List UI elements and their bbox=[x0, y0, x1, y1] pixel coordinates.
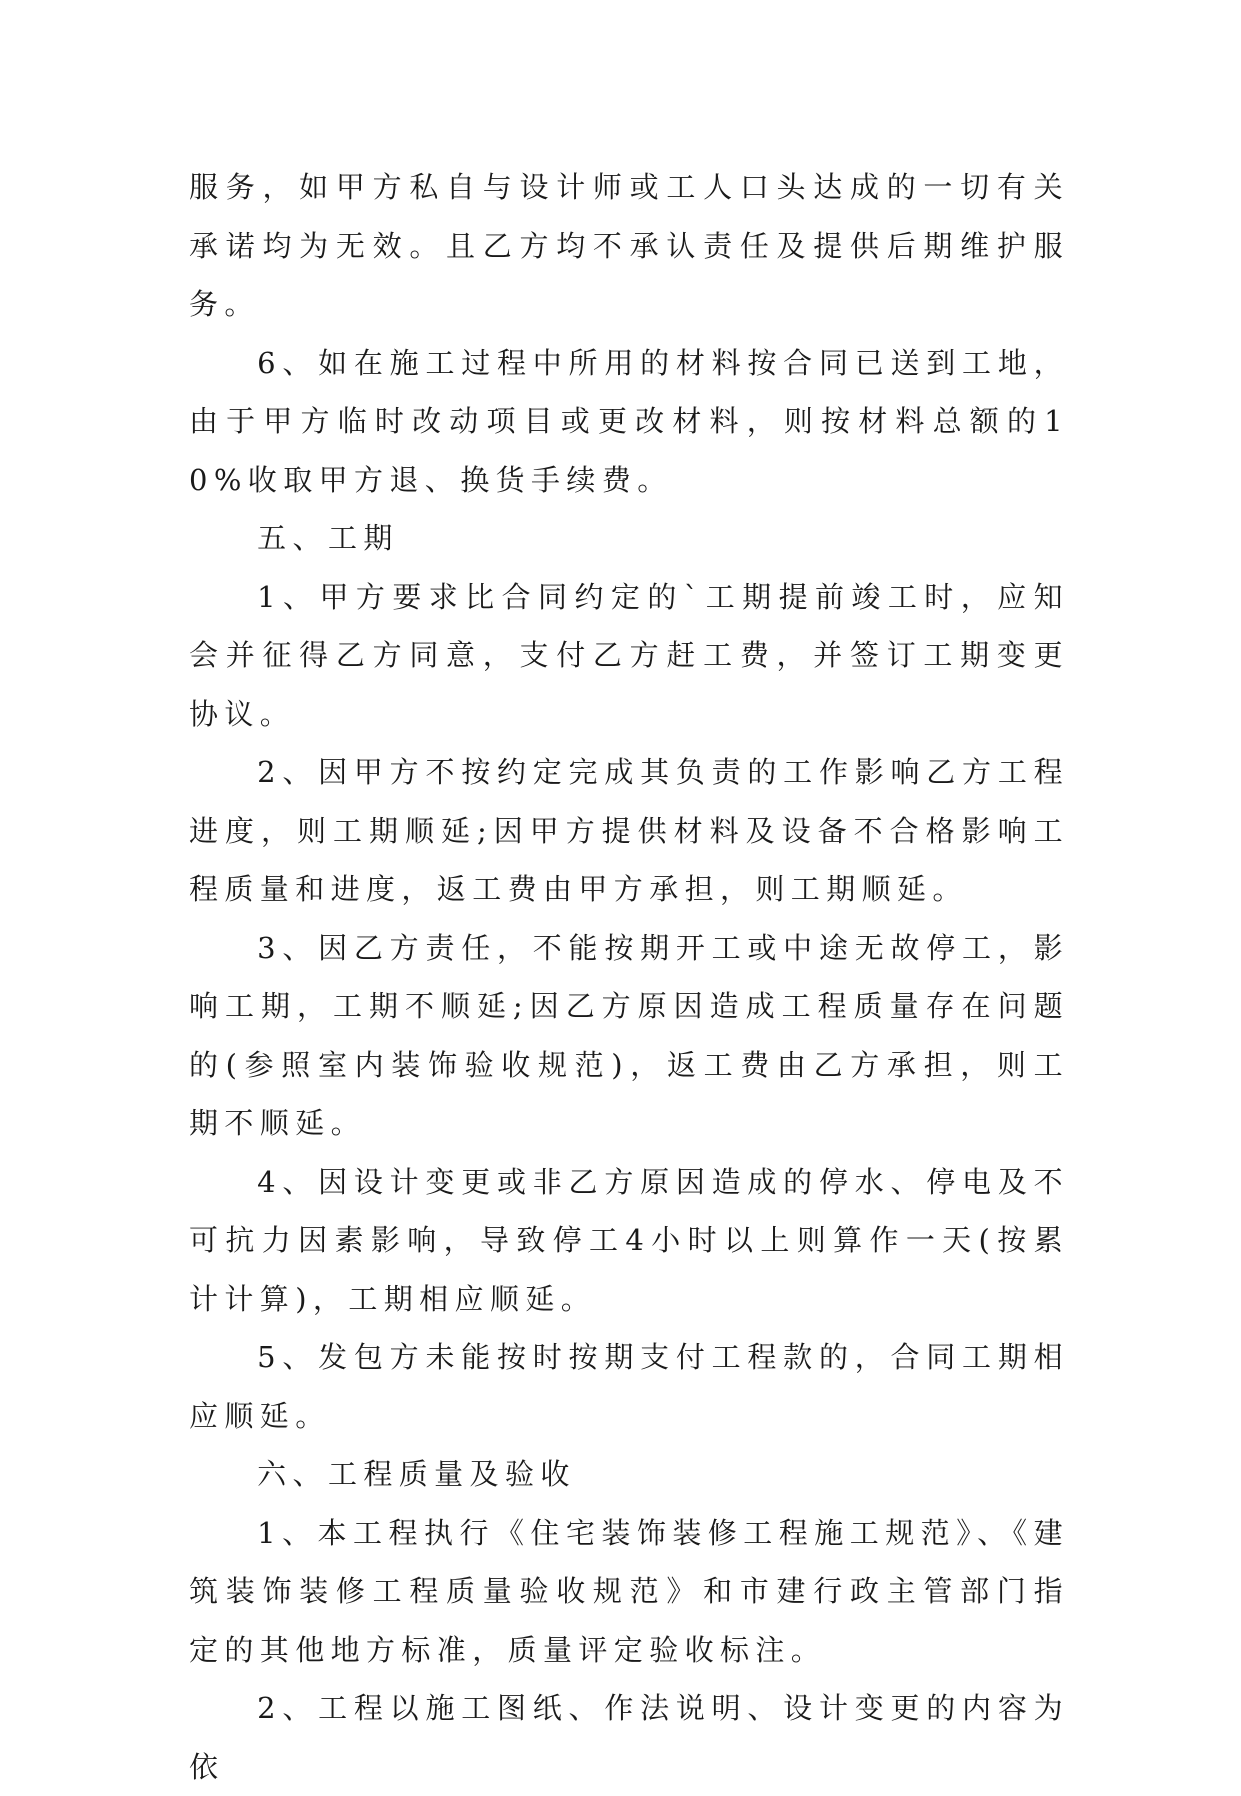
document-body bbox=[189, 158, 1069, 1796]
section-heading-6: 六、工程质量及验收 bbox=[257, 1457, 576, 1491]
paragraph-clause-6-2: 2、工程以施工图纸、作法说明、设计变更的内容为依 bbox=[189, 1691, 1069, 1784]
paragraph-clause-5-1: 1、甲方要求比合同约定的`工期提前竣工时，应知会并征得乙方同意，支付乙方赶工费，并签订工期变更协议。 bbox=[189, 579, 1069, 731]
paragraph-clause-5-3: 3、因乙方责任，不能按期开工或中途无故停工，影响工期，工期不顺延;因乙方原因造成工程质量存在问题的(参照室内装饰验收规范)，返工费由乙方承担，则工期不顺延。 bbox=[189, 930, 1069, 1140]
paragraph-clause-6-1: 1、本工程执行《住宅装饰装修工程施工规范》、《建筑装饰装修工程质量验收规范》和市建行政主管部门指定的其他地方标准，质量评定验收标注。 bbox=[189, 1515, 1069, 1667]
paragraph-clause-4-6: 6、如在施工过程中所用的材料按合同已送到工地，由于甲方临时改动项目或更改材料，则按材料总额的10%收取甲方退、换货手续费。 bbox=[189, 345, 1069, 497]
paragraph-continuation: 服务，如甲方私自与设计师或工人口头达成的一切有关承诺均为无效。且乙方均不承认责任及提供后期维护服务。 bbox=[189, 170, 1069, 321]
paragraph-clause-5-2: 2、因甲方不按约定完成其负责的工作影响乙方工程进度，则工期顺延;因甲方提供材料及设备不合格影响工程质量和进度，返工费由甲方承担，则工期顺延。 bbox=[189, 755, 1069, 906]
paragraph-clause-5-4: 4、因设计变更或非乙方原因造成的停水、停电及不可抗力因素影响，导致停工4小时以上则算作一天(按累计计算)，工期相应顺延。 bbox=[189, 1164, 1069, 1316]
paragraph-clause-5-5: 5、发包方未能按时按期支付工程款的，合同工期相应顺延。 bbox=[189, 1340, 1069, 1433]
section-heading-5: 五、工期 bbox=[257, 521, 399, 555]
